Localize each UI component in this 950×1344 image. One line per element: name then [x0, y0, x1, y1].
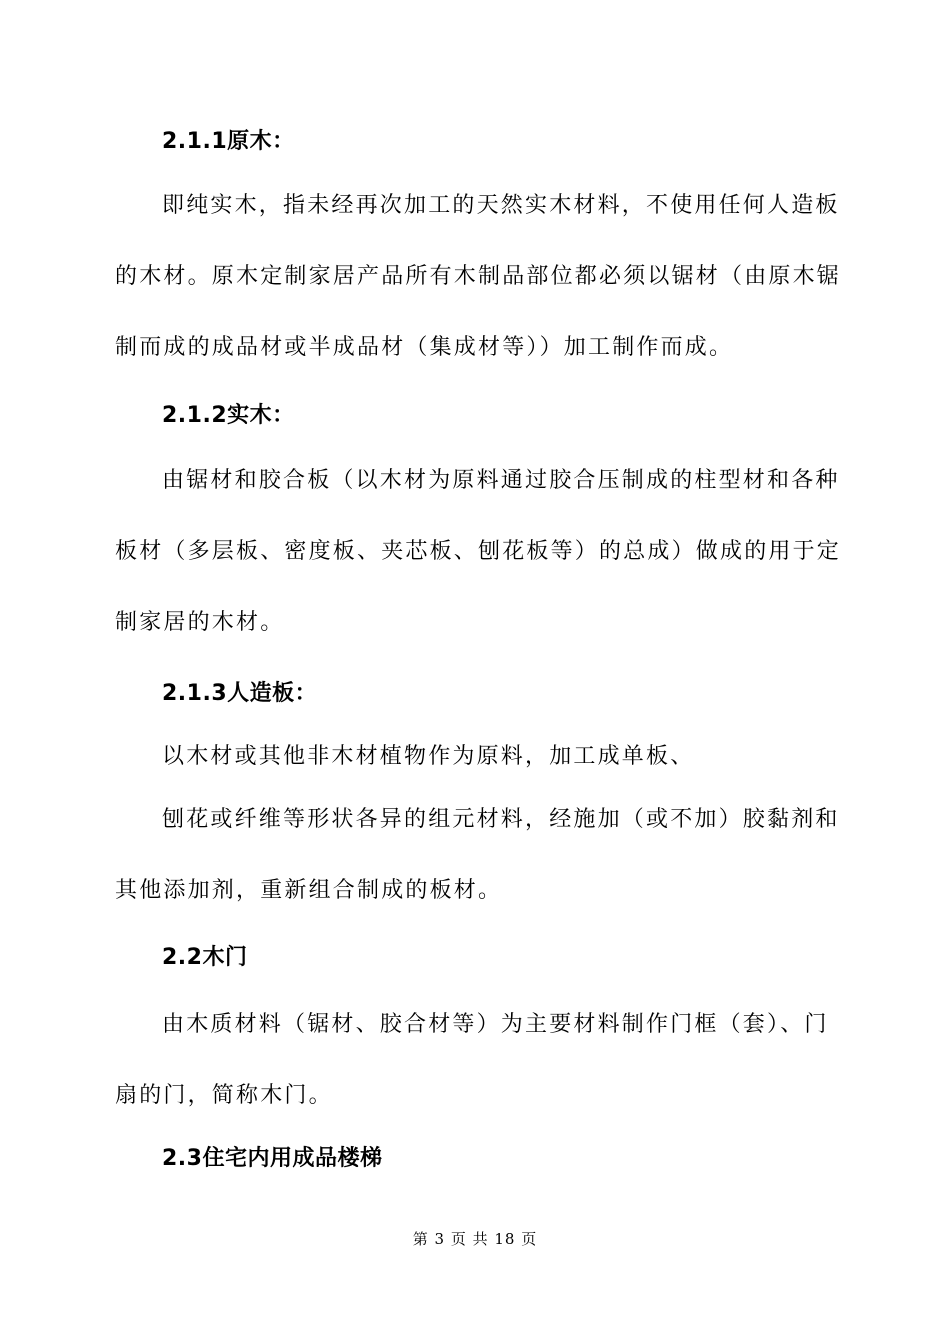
paragraph-line: 的木材。原木定制家居产品所有木制品部位都必须以锯材（由原木锯	[115, 264, 842, 289]
paragraph-line: 由木质材料（锯材、胶合材等）为主要材料制作门框（套）、门	[162, 1012, 829, 1037]
page-footer: 第 3 页 共 18 页	[412, 1230, 538, 1248]
paragraph-line: 刨花或纤维等形状各异的组元材料，经施加（或不加）胶黏剂和	[162, 807, 840, 832]
section-heading: 2.1.3人造板：	[162, 681, 318, 706]
paragraph-line: 制而成的成品材或半成品材（集成材等））加工制作而成。	[115, 335, 734, 360]
paragraph-line: 扇的门，简称木门。	[115, 1083, 333, 1108]
section-heading: 2.1.1原木：	[162, 129, 295, 154]
paragraph-line: 以木材或其他非木材植物作为原料，加工成单板、	[162, 744, 695, 769]
paragraph-line: 制家居的木材。	[115, 610, 285, 635]
paragraph-line: 即纯实木，指未经再次加工的天然实木材料，不使用任何人造板	[162, 193, 840, 218]
paragraph-line: 由锯材和胶合板（以木材为原料通过胶合压制成的柱型材和各种	[162, 468, 840, 493]
paragraph-line: 其他添加剂，重新组合制成的板材。	[115, 878, 503, 903]
paragraph-line: 板材（多层板、密度板、夹芯板、刨花板等）的总成）做成的用于定	[115, 539, 842, 564]
section-heading: 2.1.2实木：	[162, 403, 295, 428]
section-heading: 2.2木门	[162, 945, 248, 970]
section-heading: 2.3住宅内用成品楼梯	[162, 1146, 383, 1171]
